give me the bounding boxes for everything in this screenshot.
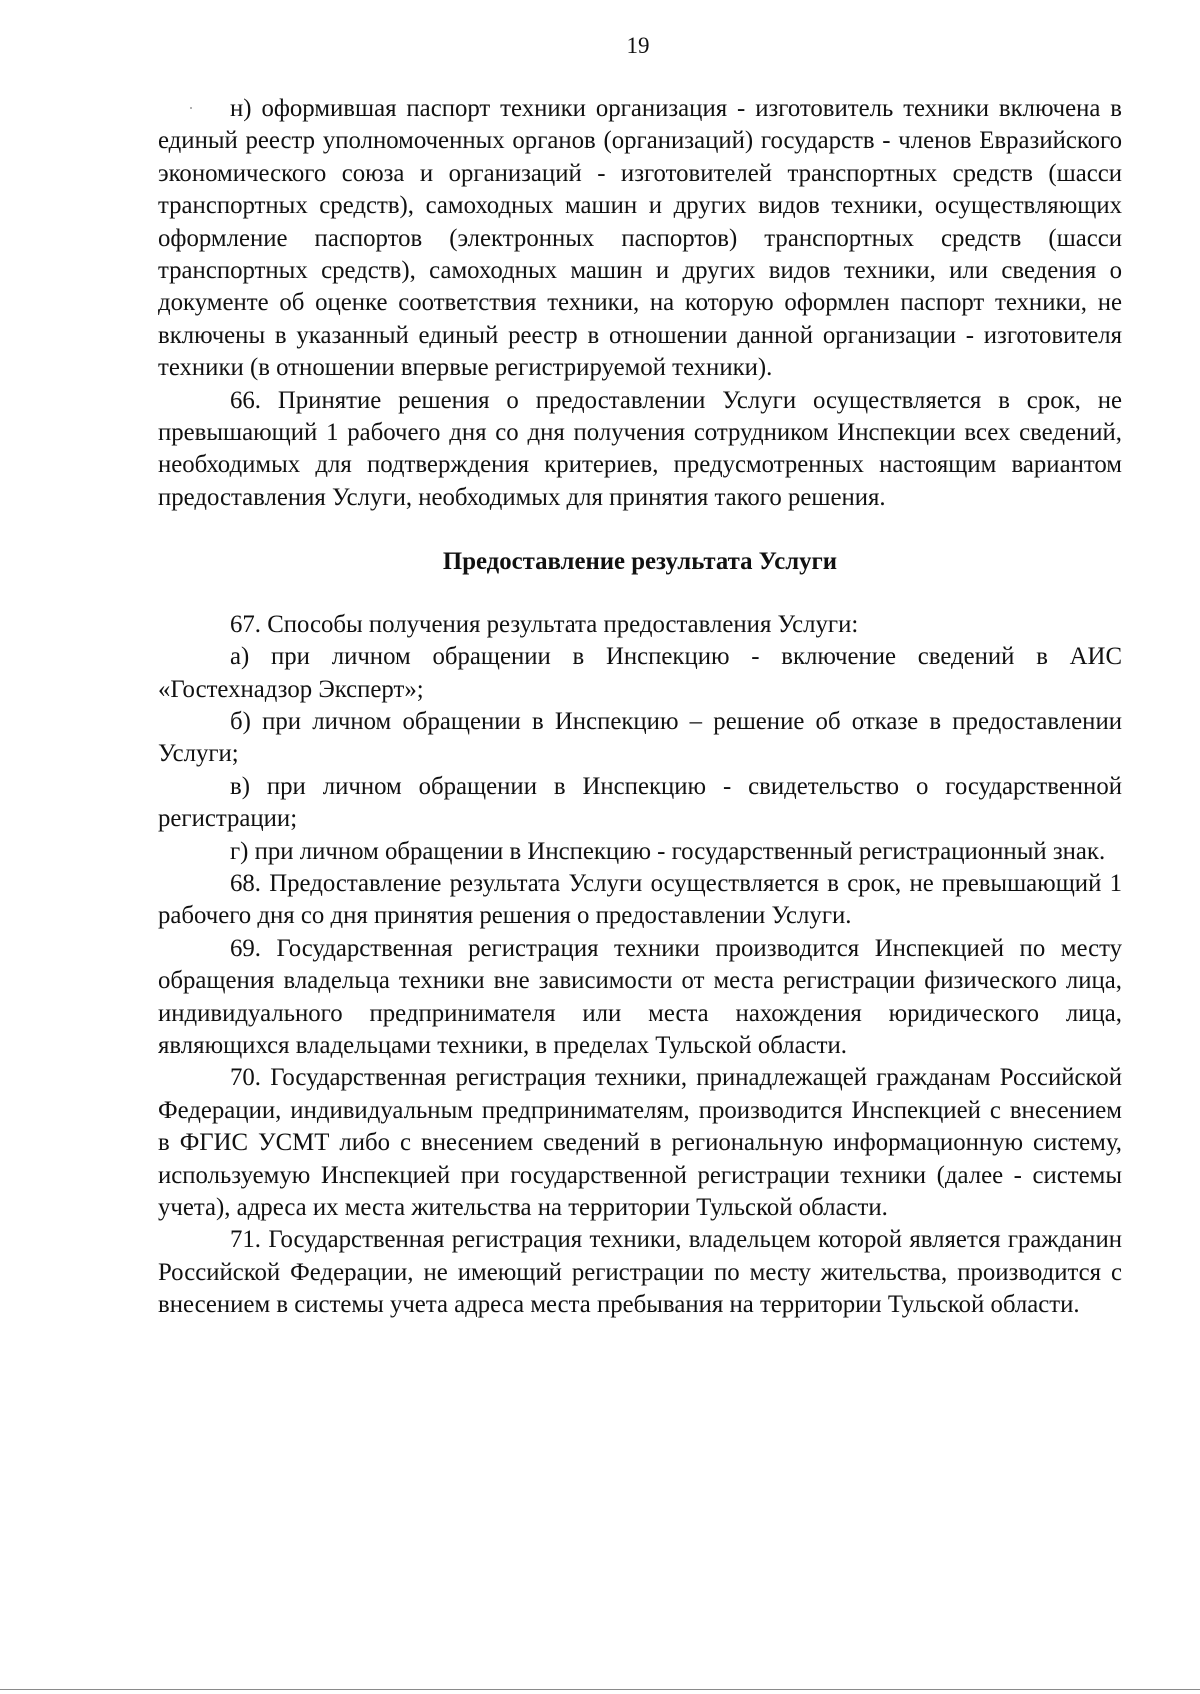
paragraph-67: 67. Способы получения результата предоставления Услуги:	[230, 610, 859, 638]
paragraph-68: 68. Предоставление результата Услуги осуществляется в срок, не превышающий 1 рабочего дня со дня принятия решения о предоставлении Услуги.	[158, 869, 1122, 930]
paragraph-67-a: а) при личном обращении в Инспекцию - включение сведений в АИС «Гостехнадзор Эксперт»;	[158, 643, 1122, 703]
paragraph-n: н) оформившая паспорт техники организация - изготовитель техники включена в единый реестр уполномоченных органов (организаций) государств - членов Евразийского экономического союза и организаций - изготовителей транспортных средств (шасси транспортных средств), самоходных машин и других видов техники, осуществляющих оформление паспортов (электронных паспортов) транспортных средств (шасси транспортных средств), самоходных машин и других видов техники, или сведения о документе об оценке соответствия техники, на которую оформлен паспорт техники, не включены в указанный единый реестр в отношении данной организации - изготовителя техники (в отношении впервые регистрируемой техники).	[158, 95, 1122, 382]
scan-edge-line	[0, 1689, 1200, 1690]
section-heading: Предоставление результата Услуги	[442, 548, 838, 576]
paragraph-67-b: б) при личном обращении в Инспекцию – решение об отказе в предоставлении Услуги;	[158, 707, 1122, 768]
paragraph-69: 69. Государственная регистрация техники производится Инспекцией по месту обращения владельца техники вне зависимости от места регистрации физического лица, индивидуального предпринимателя или места нахождения юридического лица, являющихся владельцами техники, в пределах Тульской области.	[158, 934, 1122, 1059]
page-number: 19	[626, 33, 650, 58]
document-body	[158, 93, 1122, 1322]
paragraph-66: 66. Принятие решения о предоставлении Услуги осуществляется в срок, не превышающий 1 рабочего дня со дня получения сотрудником Инспекции всех сведений, необходимых для подтверждения критериев, предусмотренных настоящим вариантом предоставления Услуги, необходимых для принятия такого решения.	[158, 386, 1122, 511]
paragraph-67-g: г) при личном обращении в Инспекцию - государственный регистрационный знак.	[230, 837, 1106, 865]
paragraph-71: 71. Государственная регистрация техники, владельцем которой является гражданин Российской Федерации, не имеющий регистрации по месту жительства, производится с внесением в системы учета адреса места пребывания на территории Тульской области.	[158, 1226, 1122, 1319]
paragraph-70: 70. Государственная регистрация техники, принадлежащей гражданам Российской Федерации, индивидуальным предпринимателям, производится Инспекцией с внесением в ФГИС УСМТ либо с внесением сведений в региональную информационную систему, используемую Инспекцией при государственной регистрации техники (далее - системы учета), адреса их места жительства на территории Тульской области.	[158, 1064, 1122, 1221]
paragraph-67-v: в) при личном обращении в Инспекцию - свидетельство о государственной регистрации;	[158, 772, 1122, 833]
